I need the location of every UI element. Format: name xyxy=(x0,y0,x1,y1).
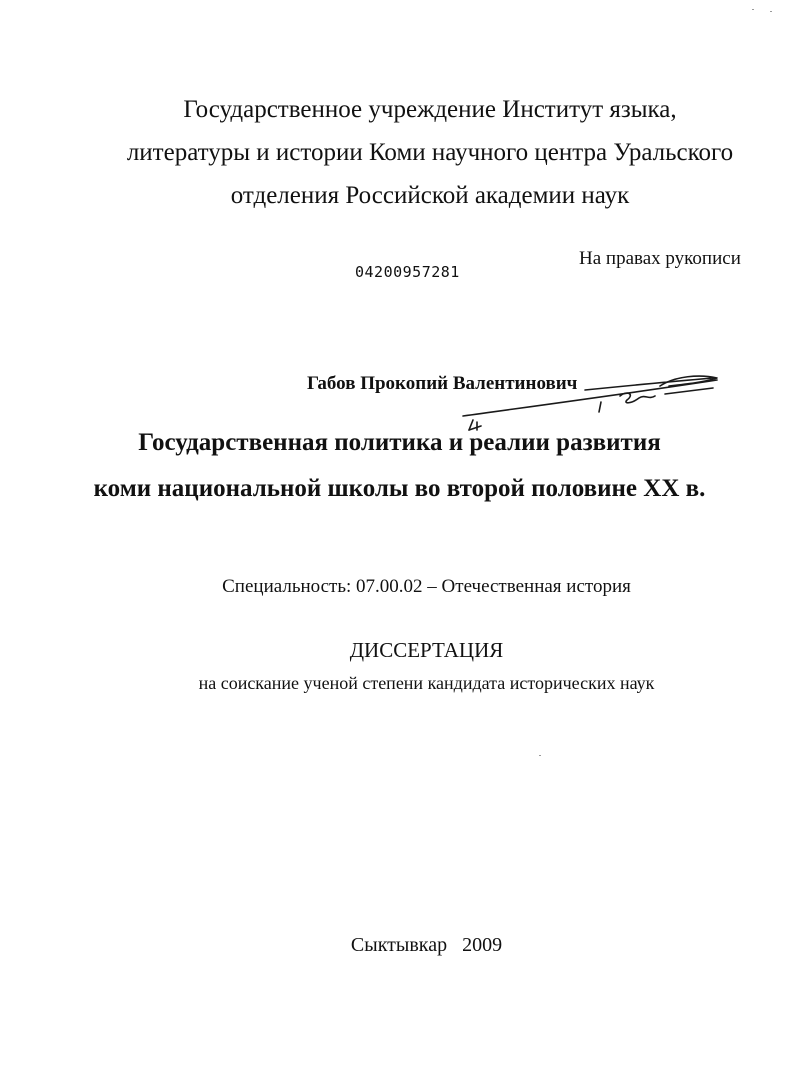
institution-line: отделения Российской академии наук xyxy=(230,182,630,209)
scan-speck xyxy=(752,9,754,10)
document-type-heading: ДИССЕРТАЦИЯ xyxy=(349,638,504,662)
specialty-line: Специальность: 07.00.02 – Отечественная история xyxy=(222,576,631,597)
institution-line: Государственное учреждение Институт языка, xyxy=(183,96,677,123)
title-line: коми национальной школы во второй половине XX в. xyxy=(93,475,706,502)
registry-number: 04200957281 xyxy=(355,263,460,281)
institution-header xyxy=(60,88,799,217)
title-line: Государственная политика и реалии развития xyxy=(138,429,661,456)
city-year: Сыктывкар 2009 xyxy=(350,934,503,956)
scan-speck xyxy=(539,755,541,756)
author-name: Габов Прокопий Валентинович xyxy=(307,373,578,394)
institution-line: литературы и истории Коми научного центра Уральского xyxy=(126,139,734,166)
scan-speck xyxy=(770,11,772,12)
dissertation-title xyxy=(0,420,799,512)
rights-note: На правах рукописи xyxy=(579,248,741,269)
degree-line: на соискание ученой степени кандидата исторических наук xyxy=(198,673,655,693)
